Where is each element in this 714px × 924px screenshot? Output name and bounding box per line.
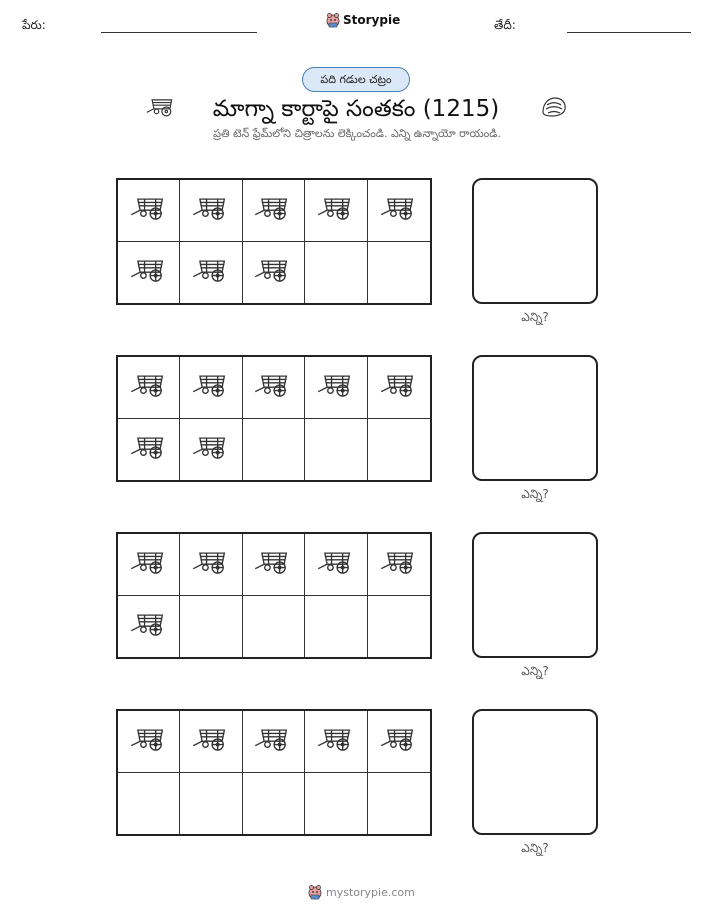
answer-box-2[interactable]	[472, 355, 598, 481]
frame-cell	[118, 711, 180, 773]
wooden-cart-icon	[379, 193, 419, 227]
wooden-cart-icon	[191, 547, 231, 581]
wooden-cart-icon	[191, 193, 231, 227]
wooden-cart-icon	[129, 547, 169, 581]
answer-box-3[interactable]	[472, 532, 598, 658]
frame-cell	[243, 357, 305, 419]
cart-icon	[145, 96, 177, 118]
frame-cell	[305, 534, 367, 596]
wooden-cart-icon	[316, 370, 356, 404]
name-line[interactable]	[101, 32, 257, 33]
frame-cell	[305, 180, 367, 242]
wooden-cart-icon	[379, 370, 419, 404]
brand-name: Storypie	[343, 13, 401, 27]
wooden-cart-icon	[129, 609, 169, 643]
wooden-cart-icon	[253, 724, 293, 758]
wooden-cart-icon	[379, 547, 419, 581]
frame-cell	[243, 242, 305, 304]
frame-cell	[243, 596, 305, 658]
frame-cell	[305, 242, 367, 304]
frame-cell	[180, 711, 242, 773]
frame-cell	[305, 357, 367, 419]
storypie-mascot-icon	[326, 12, 340, 28]
frame-cell	[243, 180, 305, 242]
answer-prompt-2: ఎన్ని?	[521, 487, 549, 501]
frame-cell	[368, 596, 430, 658]
frame-cell	[368, 711, 430, 773]
date-line[interactable]	[567, 32, 691, 33]
frame-cell	[368, 773, 430, 835]
frame-cell	[305, 419, 367, 481]
wooden-cart-icon	[316, 193, 356, 227]
frame-cell	[118, 596, 180, 658]
frame-cell	[118, 242, 180, 304]
frame-cell	[305, 596, 367, 658]
wooden-cart-icon	[253, 255, 293, 289]
wooden-cart-icon	[316, 724, 356, 758]
wooden-cart-icon	[129, 255, 169, 289]
wooden-cart-icon	[316, 547, 356, 581]
frame-cell	[368, 242, 430, 304]
frame-cell	[118, 534, 180, 596]
wooden-cart-icon	[129, 370, 169, 404]
answer-box-4[interactable]	[472, 709, 598, 835]
ten-frame-2	[116, 355, 432, 482]
footer-url[interactable]: mystorypie.com	[326, 885, 415, 899]
answer-prompt-4: ఎన్ని?	[521, 841, 549, 855]
frame-cell	[180, 242, 242, 304]
answer-prompt-1: ఎన్ని?	[521, 310, 549, 324]
storypie-mascot-icon	[308, 884, 322, 900]
frame-cell	[180, 773, 242, 835]
instructions: ప్రతి టెన్ ఫ్రేమ్‌లోని చిత్రాలను లెక్కించండి. ఎన్ని ఉన్నాయో రాయండి.	[213, 127, 501, 140]
wooden-cart-icon	[129, 724, 169, 758]
ten-frame-4	[116, 709, 432, 836]
frame-cell	[118, 357, 180, 419]
frame-cell	[180, 534, 242, 596]
page-title: మాగ్నా కార్టాపై సంతకం (1215)	[212, 96, 500, 122]
frame-cell	[368, 180, 430, 242]
frame-cell	[118, 180, 180, 242]
frame-cell	[180, 357, 242, 419]
frame-cell	[243, 711, 305, 773]
frame-cell	[305, 711, 367, 773]
name-label: పేరు:	[22, 18, 46, 32]
wooden-cart-icon	[191, 255, 231, 289]
worksheet-type-badge: పది గడుల చట్రం	[302, 67, 410, 92]
frame-cell	[368, 534, 430, 596]
wooden-cart-icon	[129, 432, 169, 466]
ten-frame-1	[116, 178, 432, 305]
frame-cell	[368, 419, 430, 481]
wooden-cart-icon	[379, 724, 419, 758]
scroll-icon	[540, 96, 568, 118]
frame-cell	[368, 357, 430, 419]
footer	[308, 884, 415, 900]
wooden-cart-icon	[191, 724, 231, 758]
wooden-cart-icon	[191, 432, 231, 466]
wooden-cart-icon	[253, 547, 293, 581]
frame-cell	[180, 419, 242, 481]
frame-cell	[118, 419, 180, 481]
date-label: తేదీ:	[494, 18, 516, 32]
wooden-cart-icon	[129, 193, 169, 227]
frame-cell	[243, 419, 305, 481]
wooden-cart-icon	[191, 370, 231, 404]
frame-cell	[305, 773, 367, 835]
frame-cell	[118, 773, 180, 835]
ten-frame-3	[116, 532, 432, 659]
wooden-cart-icon	[253, 370, 293, 404]
answer-box-1[interactable]	[472, 178, 598, 304]
wooden-cart-icon	[253, 193, 293, 227]
frame-cell	[243, 534, 305, 596]
frame-cell	[243, 773, 305, 835]
frame-cell	[180, 180, 242, 242]
brand-logo	[326, 12, 400, 28]
frame-cell	[180, 596, 242, 658]
answer-prompt-3: ఎన్ని?	[521, 664, 549, 678]
